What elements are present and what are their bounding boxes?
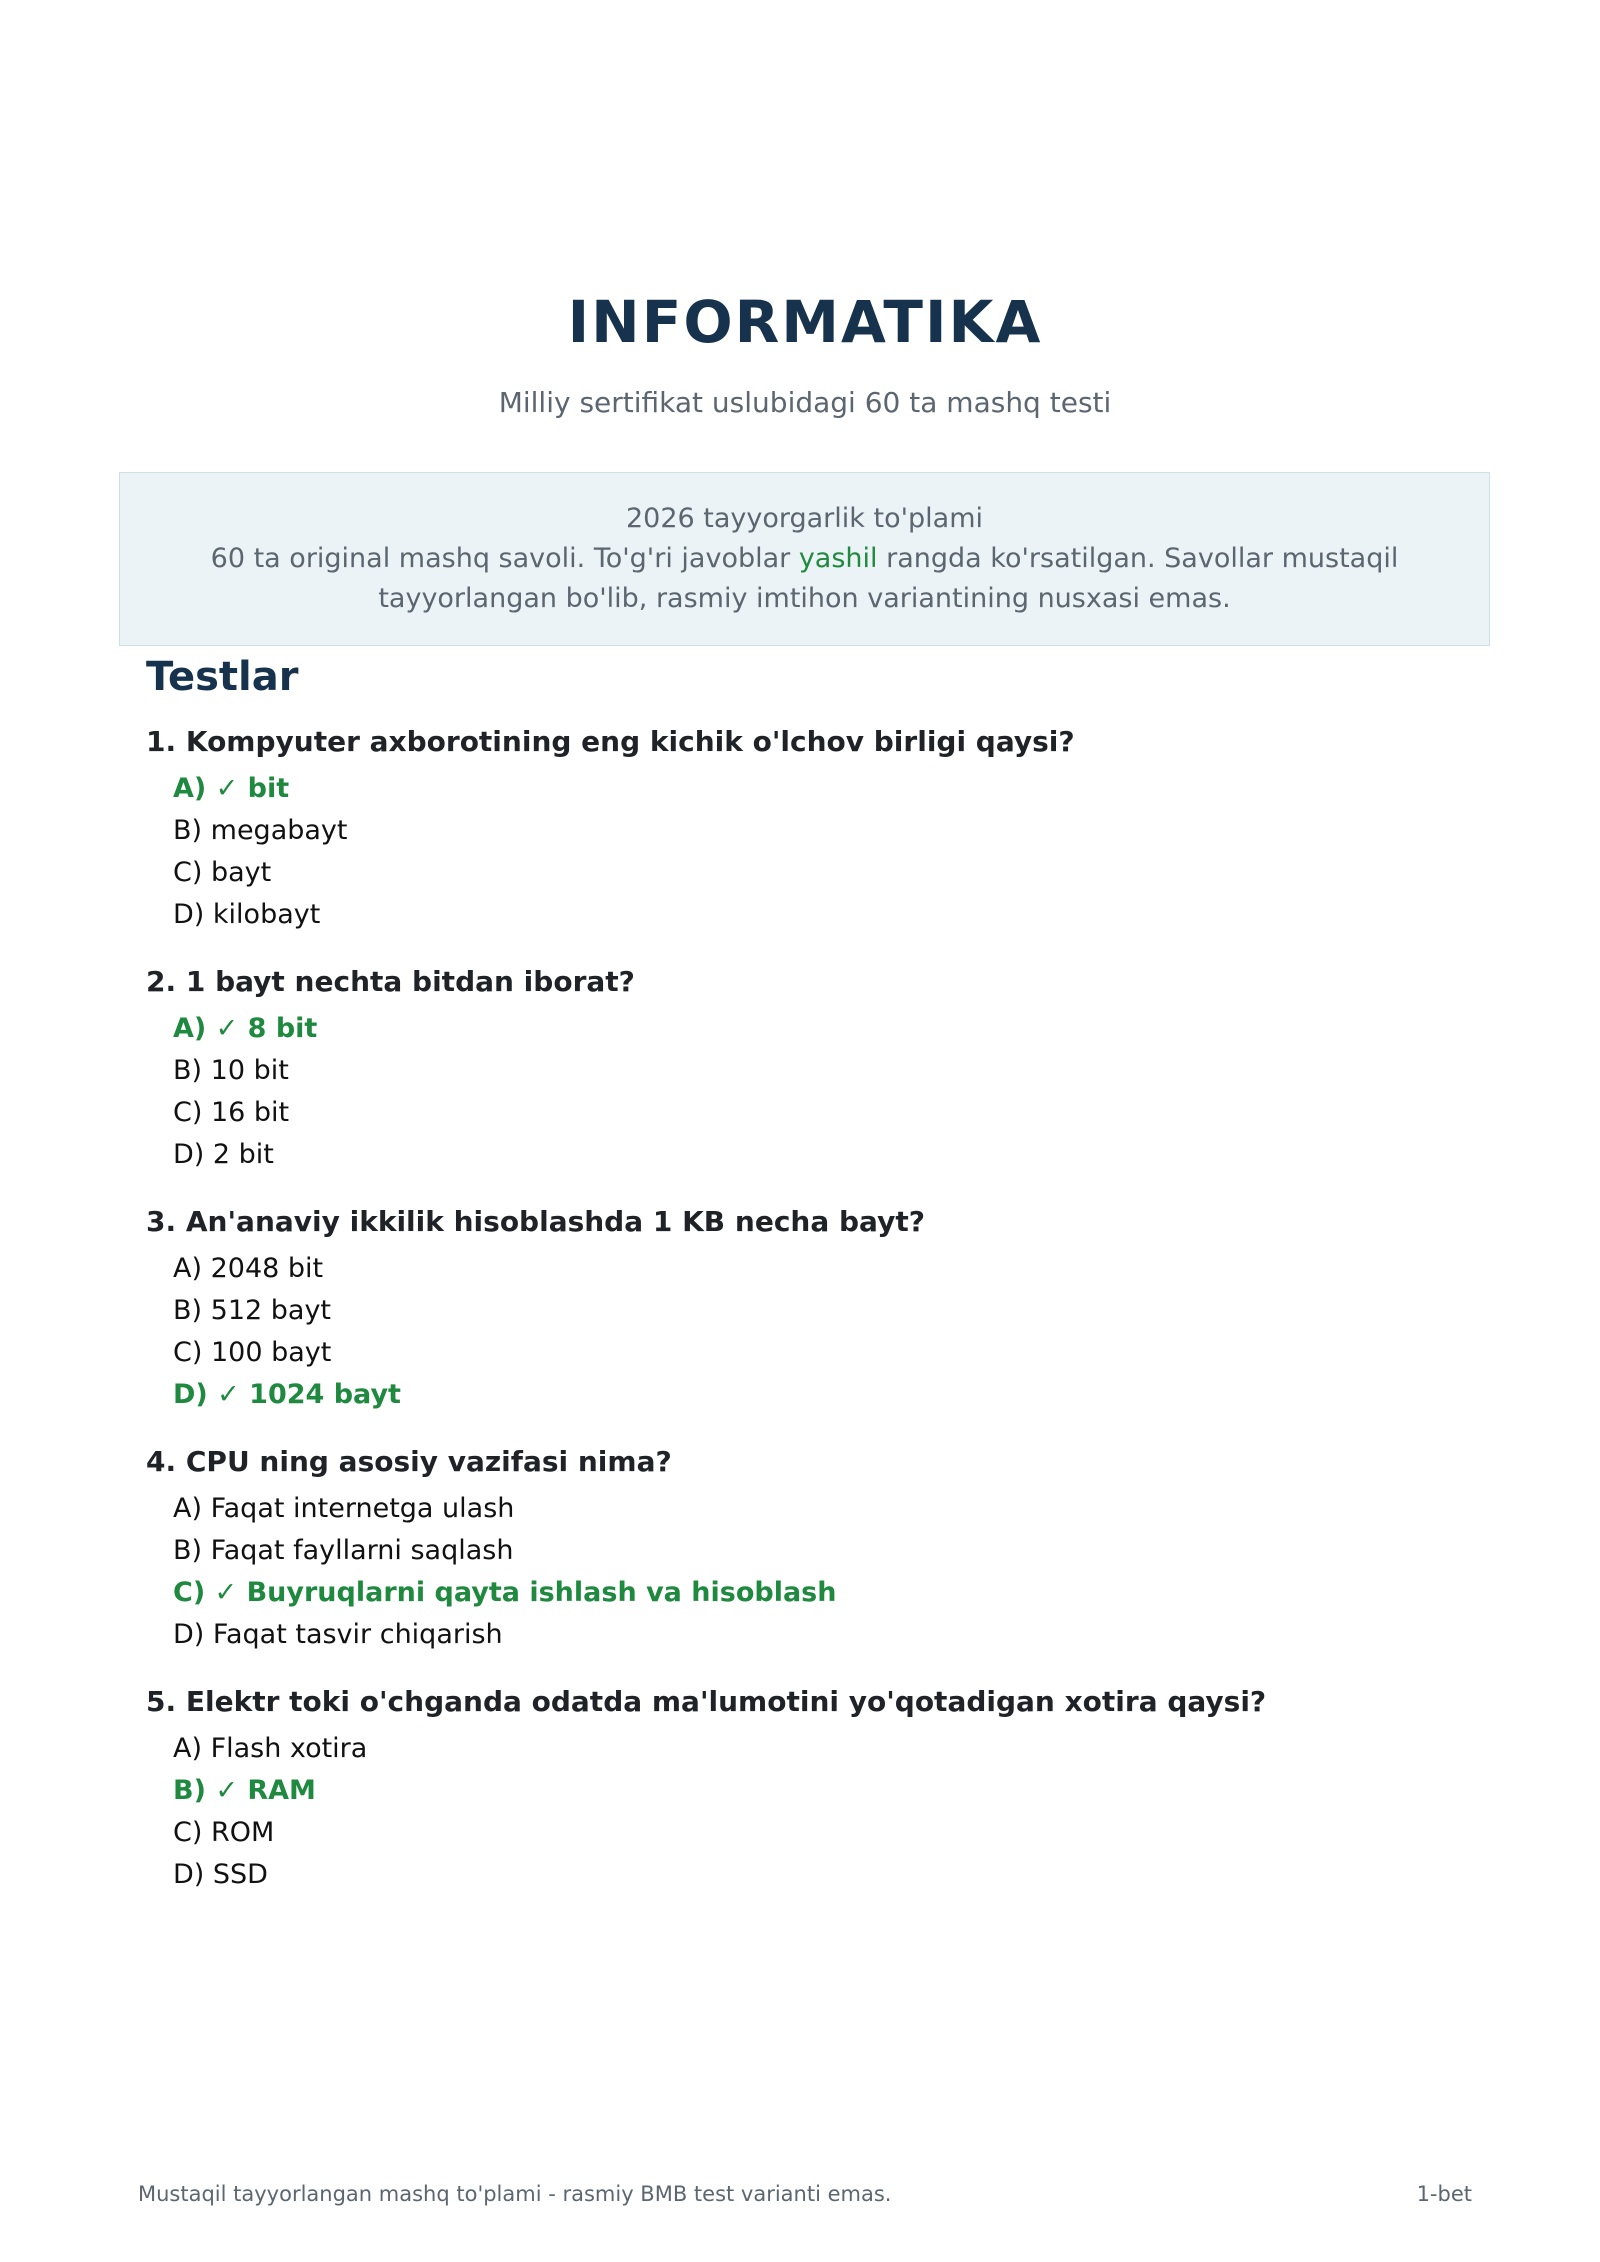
option-c: C) ✓ Buyruqlarni qayta ishlash va hisoblash bbox=[173, 1577, 837, 1608]
info-line-2 bbox=[120, 539, 1489, 579]
info-line-2-end: rangda ko'rsatilgan. Savollar mustaqil bbox=[877, 543, 1399, 574]
option-a: A) 2048 bit bbox=[173, 1253, 324, 1284]
option-c: C) 100 bayt bbox=[173, 1337, 332, 1368]
option-a: A) Flash xotira bbox=[173, 1733, 368, 1764]
option-d: D) 2 bit bbox=[173, 1139, 274, 1170]
question-3 bbox=[146, 1198, 1476, 1416]
footer-note: Mustaqil tayyorlangan mashq to'plami - rasmiy BMB test varianti emas. bbox=[138, 2182, 892, 2206]
question-text: 2. 1 bayt nechta bitdan iborat? bbox=[146, 965, 635, 998]
section-heading: Testlar bbox=[146, 654, 299, 700]
option-b: B) megabayt bbox=[173, 815, 348, 846]
question-5 bbox=[146, 1678, 1476, 1896]
question-text: 3. An'anaviy ikkilik hisoblashda 1 KB necha bayt? bbox=[146, 1205, 925, 1238]
page-title: INFORMATIKA bbox=[567, 288, 1043, 356]
option-c: C) ROM bbox=[173, 1817, 275, 1848]
question-text: 4. CPU ning asosiy vazifasi nima? bbox=[146, 1445, 672, 1478]
question-text: 1. Kompyuter axborotining eng kichik o'lchov birligi qaysi? bbox=[146, 725, 1075, 758]
option-d: D) Faqat tasvir chiqarish bbox=[173, 1619, 503, 1650]
question-2 bbox=[146, 958, 1476, 1176]
info-line-1: 2026 tayyorgarlik to'plami bbox=[625, 503, 984, 534]
option-b: B) Faqat fayllarni saqlash bbox=[173, 1535, 514, 1566]
question-1 bbox=[146, 718, 1476, 936]
page-number: 1-bet bbox=[1416, 2182, 1472, 2206]
option-b: B) 512 bayt bbox=[173, 1295, 332, 1326]
info-box bbox=[119, 472, 1490, 646]
question-list bbox=[146, 718, 1476, 1918]
info-line-2-start: 60 ta original mashq savoli. To'g'ri javoblar bbox=[210, 543, 799, 574]
option-b: B) 10 bit bbox=[173, 1055, 289, 1086]
option-a: A) Faqat internetga ulash bbox=[173, 1493, 515, 1524]
info-line-3: tayyorlangan bo'lib, rasmiy imtihon variantining nusxasi emas. bbox=[378, 583, 1231, 614]
option-c: C) 16 bit bbox=[173, 1097, 290, 1128]
page-subtitle: Milliy sertifikat uslubidagi 60 ta mashq testi bbox=[498, 386, 1112, 419]
option-d: D) SSD bbox=[173, 1859, 268, 1890]
option-c: C) bayt bbox=[173, 857, 272, 888]
question-4 bbox=[146, 1438, 1476, 1656]
option-d: D) kilobayt bbox=[173, 899, 321, 930]
info-green-word: yashil bbox=[798, 543, 878, 574]
question-text: 5. Elektr toki o'chganda odatda ma'lumotini yo'qotadigan xotira qaysi? bbox=[146, 1685, 1267, 1718]
option-b: B) ✓ RAM bbox=[173, 1775, 316, 1806]
option-a: A) ✓ bit bbox=[173, 773, 290, 804]
option-d: D) ✓ 1024 bayt bbox=[173, 1379, 401, 1410]
option-a: A) ✓ 8 bit bbox=[173, 1013, 318, 1044]
